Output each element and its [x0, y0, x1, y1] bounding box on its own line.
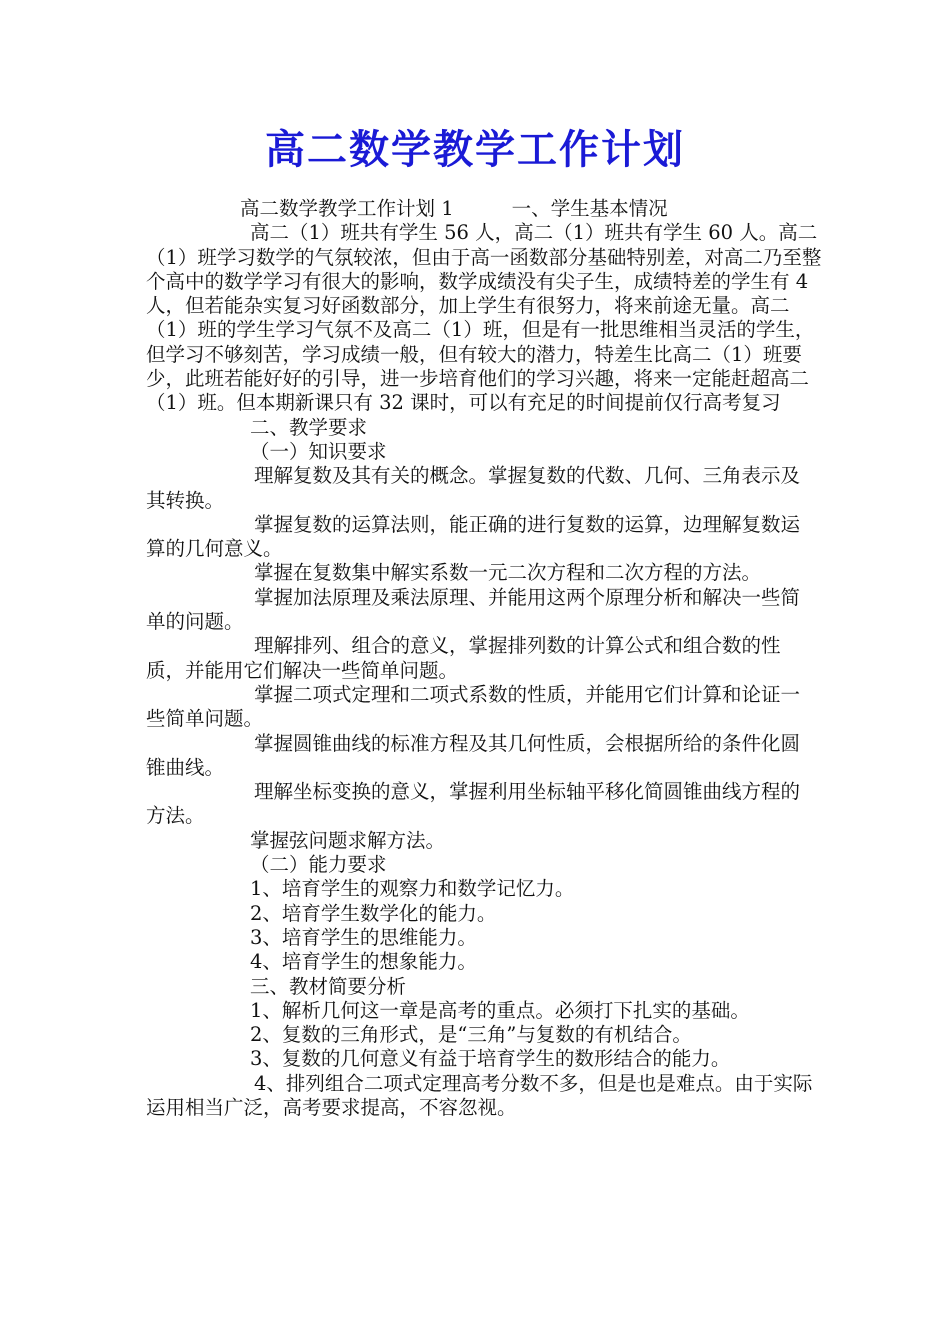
- paragraph-students: 高二（1）班共有学生 56 人，高二（1）班共有学生 60 人。高二（1）班学习数学的气氛较浓，但由于高一函数部分基础特别差，对高二乃至整个高中的数学学习有很大的影响，数学成绩没有尖子生，成绩特差的学生有 4 人，但若能杂实复习好函数部分，加上学生有很努力，将来前途无量。高二（1）班的学生学习气氛不及高二（1）班，但是有一批思维相当灵活的学生，但学习不够刻苦，学习成绩一般，但有较大的潜力，特差生比高二（1）班要少，此班若能好好的引导，进一步培育他们的学习兴趣，将来一定能赶超高二（1）班。但本期新课只有 32 课时，可以有充足的时间提前仅行高考复习: [146, 221, 822, 415]
- subheading-ability: （二）能力要求: [250, 853, 387, 877]
- ability-item: 2、培育学生数学化的能力。: [250, 901, 497, 925]
- analysis-item: 3、复数的几何意义有益于培育学生的数形结合的能力。: [250, 1047, 731, 1071]
- document-title: 高二数学教学工作计划: [265, 127, 685, 173]
- knowledge-item: 理解坐标变换的意义，掌握利用坐标轴平移化简圆锥曲线方程的方法。: [146, 780, 801, 828]
- analysis-item: 1、解析几何这一章是高考的重点。必须打下扎实的基础。: [250, 998, 750, 1022]
- knowledge-item: 掌握加法原理及乘法原理、并能用这两个原理分析和解决一些简单的问题。: [146, 585, 801, 634]
- ability-item: 1、培育学生的观察力和数学记忆力。: [250, 877, 575, 901]
- document-body: [146, 197, 822, 1120]
- subheading-knowledge: （一）知识要求: [250, 439, 387, 463]
- knowledge-item: 掌握复数的运算法则，能正确的进行复数的运算，边理解复数运算的几何意义。: [146, 512, 801, 561]
- knowledge-item: 掌握弦问题求解方法。: [250, 828, 446, 852]
- plan-subtitle: 高二数学教学工作计划 1: [240, 197, 454, 220]
- section-heading-analysis: 三、教材简要分析: [250, 974, 407, 998]
- knowledge-item: 掌握在复数集中解实系数一元二次方程和二次方程的方法。: [254, 561, 762, 585]
- analysis-item: 2、复数的三角形式，是“三角”与复数的有机结合。: [250, 1023, 692, 1047]
- knowledge-item: 掌握二项式定理和二项式系数的性质，并能用它们计算和论证一些简单问题。: [146, 682, 801, 731]
- ability-item: 3、培育学生的思维能力。: [250, 925, 477, 949]
- section-heading-requirements: 二、教学要求: [250, 415, 368, 439]
- header-line: [146, 197, 816, 221]
- knowledge-item: 掌握圆锥曲线的标准方程及其几何性质，会根据所给的条件化圆锥曲线。: [146, 731, 801, 779]
- section-heading-students: 一、学生基本情况: [511, 197, 668, 220]
- knowledge-item: 理解复数及其有关的概念。掌握复数的代数、几何、三角表示及其转换。: [146, 464, 801, 512]
- analysis-item: 4、排列组合二项式定理高考分数不多，但是也是难点。由于实际运用相当广泛，高考要求提高，不容忽视。: [146, 1071, 813, 1119]
- ability-item: 4、培育学生的想象能力。: [250, 950, 477, 974]
- knowledge-item: 理解排列、组合的意义，掌握排列数的计算公式和组合数的性质，并能用它们解决一些简单问题。: [146, 634, 781, 682]
